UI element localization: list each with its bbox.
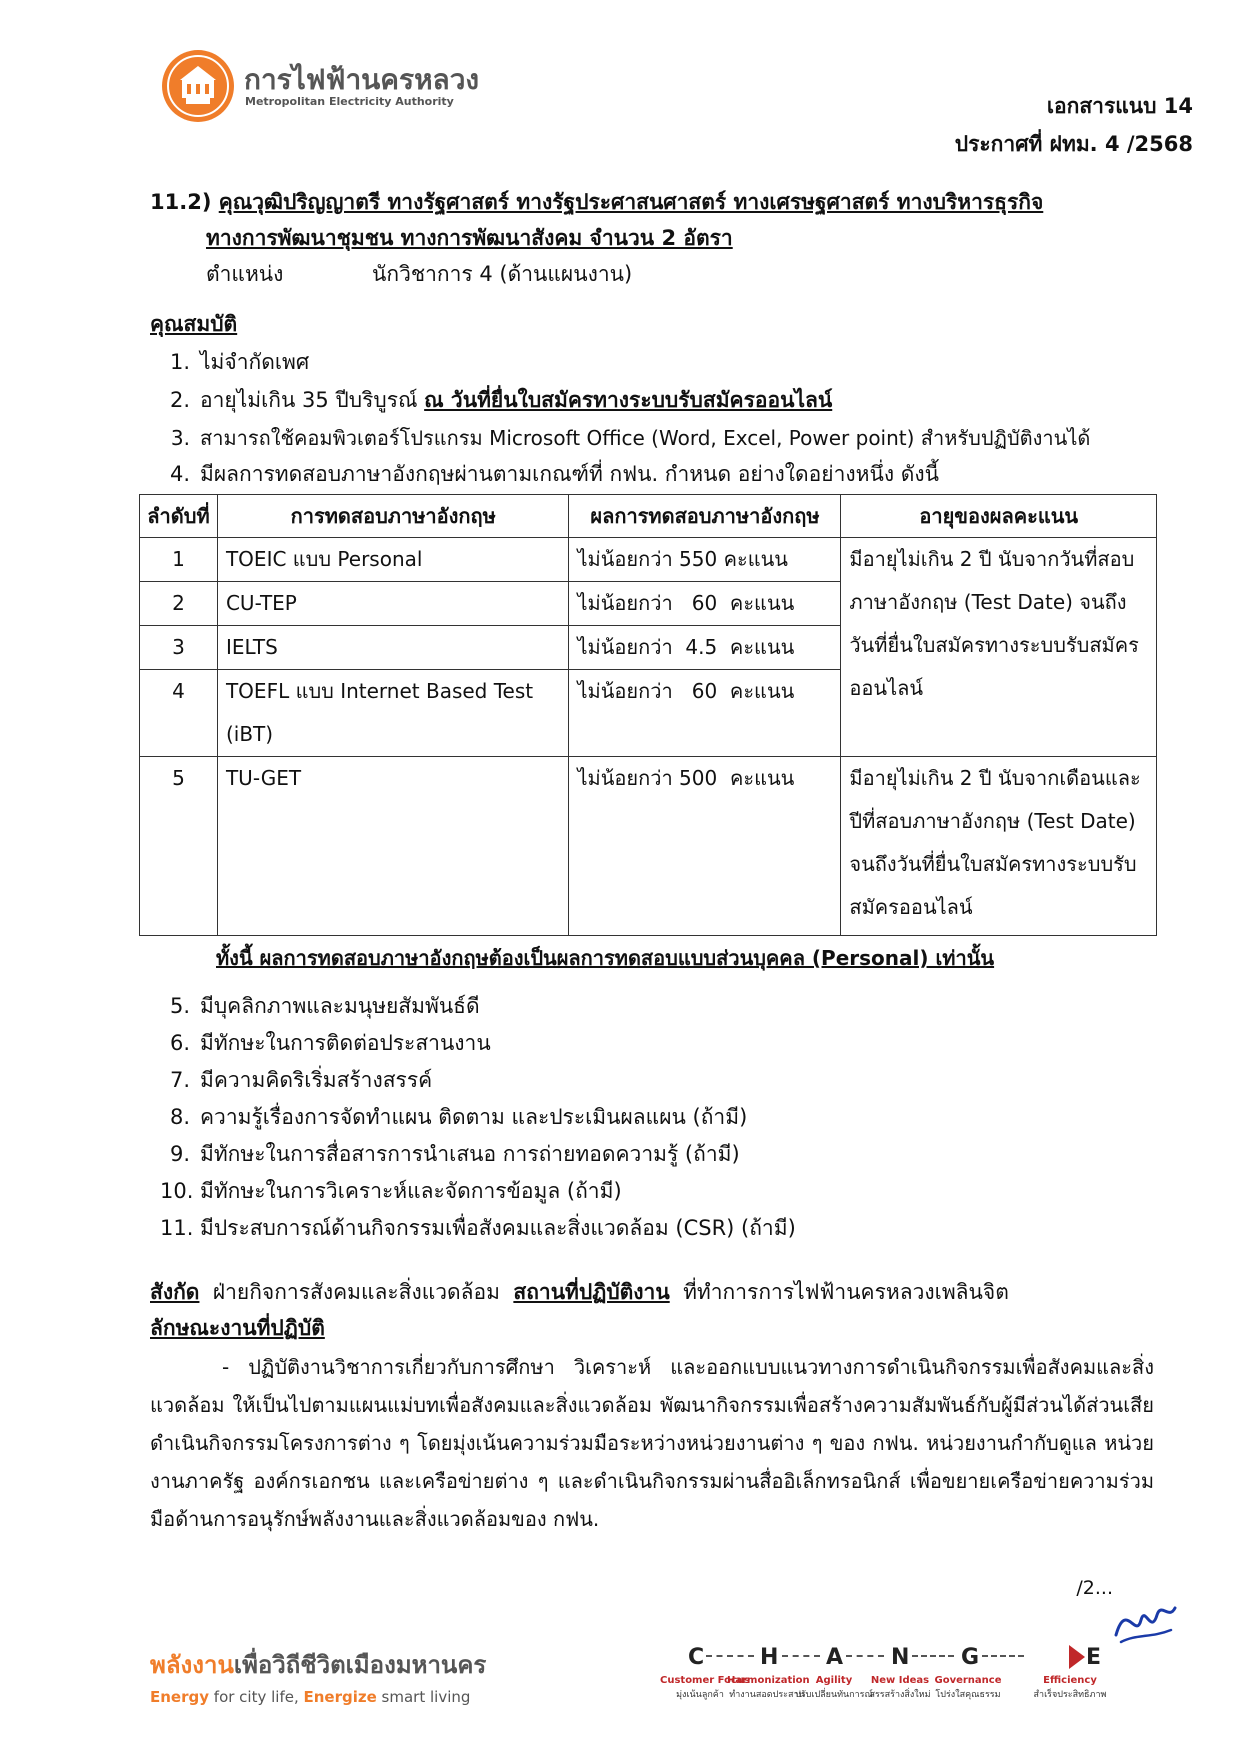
affiliation-line [150,1276,1009,1309]
table-header: อายุของผลคะแนน [841,495,1157,538]
duties-paragraph: - ปฏิบัติงานวิชาการเกี่ยวกับการศึกษา วิเคราะห์ และออกแบบแนวทางการดำเนินกิจกรรมเพื่อสังคมและสิ่งแวดล้อม ให้เป็นไปตามแผนแม่บทเพื่อสังคมและสิ่งแวดล้อม พัฒนากิจกรรมเพื่อสร้างความสัมพันธ์กับผู้มีส่วนได้ส่วนเสีย ดำเนินกิจกรรมโครงการต่าง ๆ โดยมุ่งเน้นความร่วมมือระหว่างหน่วยงานต่าง ๆ ของ กฟน. หน่วยงานกำกับดูแล หน่วยงานภาครัฐ องค์กรเอกชน และเครือข่ายต่าง ๆ และดำเนินกิจกรรมผ่านสื่ออิเล็กทรอนิกส์ เพื่อขยายเครือข่ายความร่วมมือด้านการอนุรักษ์พลังงานและสิ่งแวดล้อมของ กฟน. [150,1355,1154,1531]
change-label: Efficiency [1043,1675,1097,1686]
qualifications-heading: คุณสมบัติ [150,312,238,336]
personal-test-note: ทั้งนี้ ผลการทดสอบภาษาอังกฤษต้องเป็นผลการทดสอบแบบส่วนบุคคล (Personal) เท่านั้น [216,946,995,970]
logo-thai-name: การไฟฟ้านครหลวง [244,63,480,96]
workplace-label: สถานที่ปฏิบัติงาน [513,1280,670,1304]
signature-icon [1111,1590,1181,1655]
qualification-item: 6. มีทักษะในการติดต่อประสานงาน [169,1031,491,1055]
qualification-item: 1. ไม่จำกัดเพศ [169,350,310,374]
mea-emblem-icon [162,50,234,122]
qualification-item: 10. มีทักษะในการวิเคราะห์และจัดการข้อมูล (ถ้ามี) [160,1179,622,1203]
document-attachment-number: เอกสารแนบ 14 [1046,94,1193,118]
position-label: ตำแหน่ง [206,262,284,286]
qualification-item: 4. มีผลการทดสอบภาษาอังกฤษผ่านตามเกณฑ์ที่ กฟน. กำหนด อย่างใดอย่างหนึ่ง ดังนี้ [169,462,939,486]
age-deadline-emphasis: ณ วันที่ยื่นใบสมัครทางระบบรับสมัครออนไลน์ [424,388,833,412]
qualification-item: 5. มีบุคลิกภาพและมนุษยสัมพันธ์ดี [169,994,480,1018]
change-letter: G [961,1645,980,1670]
table-header-row [140,495,1157,538]
position-value: นักวิชาการ 4 (ด้านแผนงาน) [372,262,633,286]
change-letter: A [826,1645,844,1670]
change-label: New Ideas [870,1675,930,1686]
change-letter: C [688,1645,705,1670]
section-number: 11.2) [150,190,212,214]
announcement-number: ประกาศที่ ฝทม. 4 /2568 [954,132,1193,156]
qualification-item: 8. ความรู้เรื่องการจัดทำแผน ติดตาม และประเมินผลแผน (ถ้ามี) [169,1105,748,1129]
change-letter: E [1086,1645,1102,1670]
validity-row-5: มีอายุไม่เกิน 2 ปี นับจากเดือนและปีที่สอบภาษาอังกฤษ (Test Date) จนถึงวันที่ยื่นใบสมัครทางระบบรับสมัครออนไลน์ [841,757,1157,936]
qualification-item: 7. มีความคิดริเริ่มสร้างสรรค์ [169,1068,433,1092]
affiliation-value: ฝ่ายกิจการสังคมและสิ่งแวดล้อม [212,1280,501,1304]
table-row: 1 TOEIC แบบ Personal ไม่น้อยกว่า 550 คะแนน มีอายุไม่เกิน 2 ปี นับจากวันที่สอบภาษาอังกฤษ (Test Date) จนถึงวันที่ยื่นใบสมัครทางระบบรับสมัครออนไลน์ [140,538,1157,582]
mea-logo [162,50,480,126]
arrow-icon [1069,1645,1085,1669]
validity-rows-1-4: มีอายุไม่เกิน 2 ปี นับจากวันที่สอบภาษาอังกฤษ (Test Date) จนถึงวันที่ยื่นใบสมัครทางระบบรับสมัครออนไลน์ [841,538,1157,757]
qualification-item: 11. มีประสบการณ์ด้านกิจกรรมเพื่อสังคมและสิ่งแวดล้อม (CSR) (ถ้ามี) [160,1216,796,1240]
english-test-table [139,494,1157,936]
table-row: 4 TOEFL แบบ Internet Based Test (iBT) ไม่น้อยกว่า 60 คะแนน [140,670,1157,757]
section-title [150,186,1043,219]
logo-english-name: Metropolitan Electricity Authority [245,95,454,108]
footer-slogan: พลังงานเพื่อวิถีชีวิตเมืองมหานคร Energy for city life, Energize smart living [150,1651,487,1706]
qualification-item: 2. อายุไม่เกิน 35 ปีบริบูรณ์ ณ วันที่ยื่นใบสมัครทางระบบรับสมัครออนไลน์ [169,388,833,412]
table-row: 5 TU-GET ไม่น้อยกว่า 500 คะแนน มีอายุไม่เกิน 2 ปี นับจากเดือนและปีที่สอบภาษาอังกฤษ (Test Date) จนถึงวันที่ยื่นใบสมัครทางระบบรับสมัครออนไลน์ [140,757,1157,936]
duties-heading: ลักษณะงานที่ปฏิบัติ [150,1316,325,1340]
table-row: 2 CU-TEP ไม่น้อยกว่า 60 คะแนน [140,582,1157,626]
change-label: Agility [815,1675,853,1686]
table-row: 3 IELTS ไม่น้อยกว่า 4.5 คะแนน [140,626,1157,670]
change-label: Harmonization [727,1675,810,1686]
change-label: Governance [934,1675,1002,1686]
change-letter: H [760,1645,779,1670]
qualification-item: 3. สามารถใช้คอมพิวเตอร์โปรแกรม Microsoft Office (Word, Excel, Power point) สำหรับปฏิบัติงานได้ [170,426,1091,450]
change-label: Customer Focus [660,1675,750,1686]
section-title-line1: คุณวุฒิปริญญาตรี ทางรัฐศาสตร์ ทางรัฐประศาสนศาสตร์ ทางเศรษฐศาสตร์ ทางบริหารธุรกิจ [218,190,1044,214]
affiliation-label: สังกัด [150,1280,200,1304]
table-header: ลำดับที่ [140,495,218,538]
page-continue: /2... [1076,1577,1113,1599]
workplace-value: ที่ทำการการไฟฟ้านครหลวงเพลินจิต [683,1280,1009,1304]
change-letter: N [891,1645,910,1670]
qualification-item: 9. มีทักษะในการสื่อสารการนำเสนอ การถ่ายทอดความรู้ (ถ้ามี) [169,1142,740,1166]
section-title-line2: ทางการพัฒนาชุมชน ทางการพัฒนาสังคม จำนวน 2 อัตรา [206,226,733,250]
table-header: ผลการทดสอบภาษาอังกฤษ [569,495,841,538]
change-values-banner: C Customer Focus มุ่งเน้นลูกค้า H Harmonization ทำงานสอดประสาน A Agility ปรับเปลี่ยนทันการณ์ N New Ideas สรรสร้างสิ่งใหม่ G Governance โปร่งใสคุณธรรม E Efficiency สำเร็จประสิทธิภาพ [684,1645,1114,1725]
table-header: การทดสอบภาษาอังกฤษ [217,495,569,538]
